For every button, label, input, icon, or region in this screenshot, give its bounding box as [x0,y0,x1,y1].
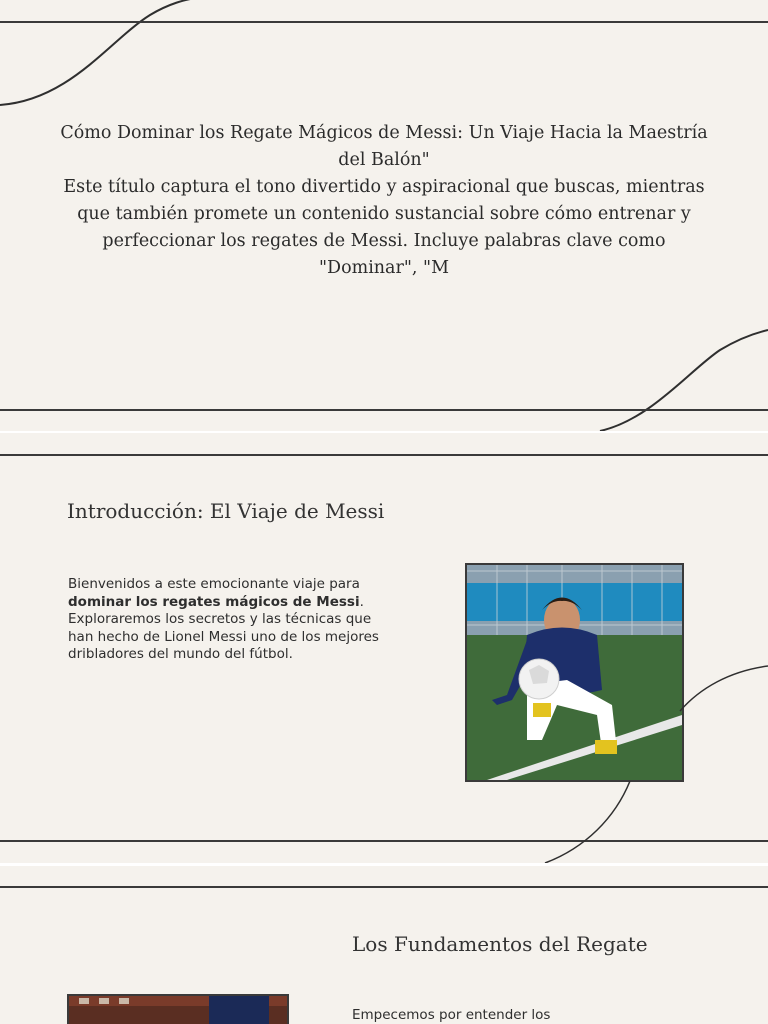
divider-line-top [0,886,768,888]
title-block [60,120,708,282]
divider-line-top [0,21,768,23]
fundamentals-slide [0,866,768,1024]
page-title: Cómo Dominar los Regate Mágicos de Messi: Un Viaje Hacia la Maestría del Balón" [60,123,708,170]
fundamentals-heading: Los Fundamentos del Regate [352,932,648,956]
intro-text-bold: dominar los regates mágicos de Messi [68,593,360,610]
stadium-image [69,996,287,1024]
decorative-curve-right [0,433,768,863]
title-description: Este título captura el tono divertido y aspiracional que buscas, mientras que también promete un contenido sustancial sobre cómo entrenar y perfeccionar los regates de Messi. Incluye palabras clave como "Dominar", "M [63,177,705,278]
title-slide [0,0,768,431]
intro-text-end: . Exploraremos los secretos y las técnicas que han hecho de Lionel Messi uno de los mejores dribladores del mundo del fútbol. [68,593,379,662]
intro-slide [0,433,768,863]
fundamentals-photo [67,994,289,1024]
intro-heading: Introducción: El Viaje de Messi [67,499,385,523]
intro-text-start: Bienvenidos a este emocionante viaje para [68,576,360,592]
fundamentals-paragraph: Empecemos por entender los [352,1007,551,1023]
divider-line-bottom [0,409,768,411]
